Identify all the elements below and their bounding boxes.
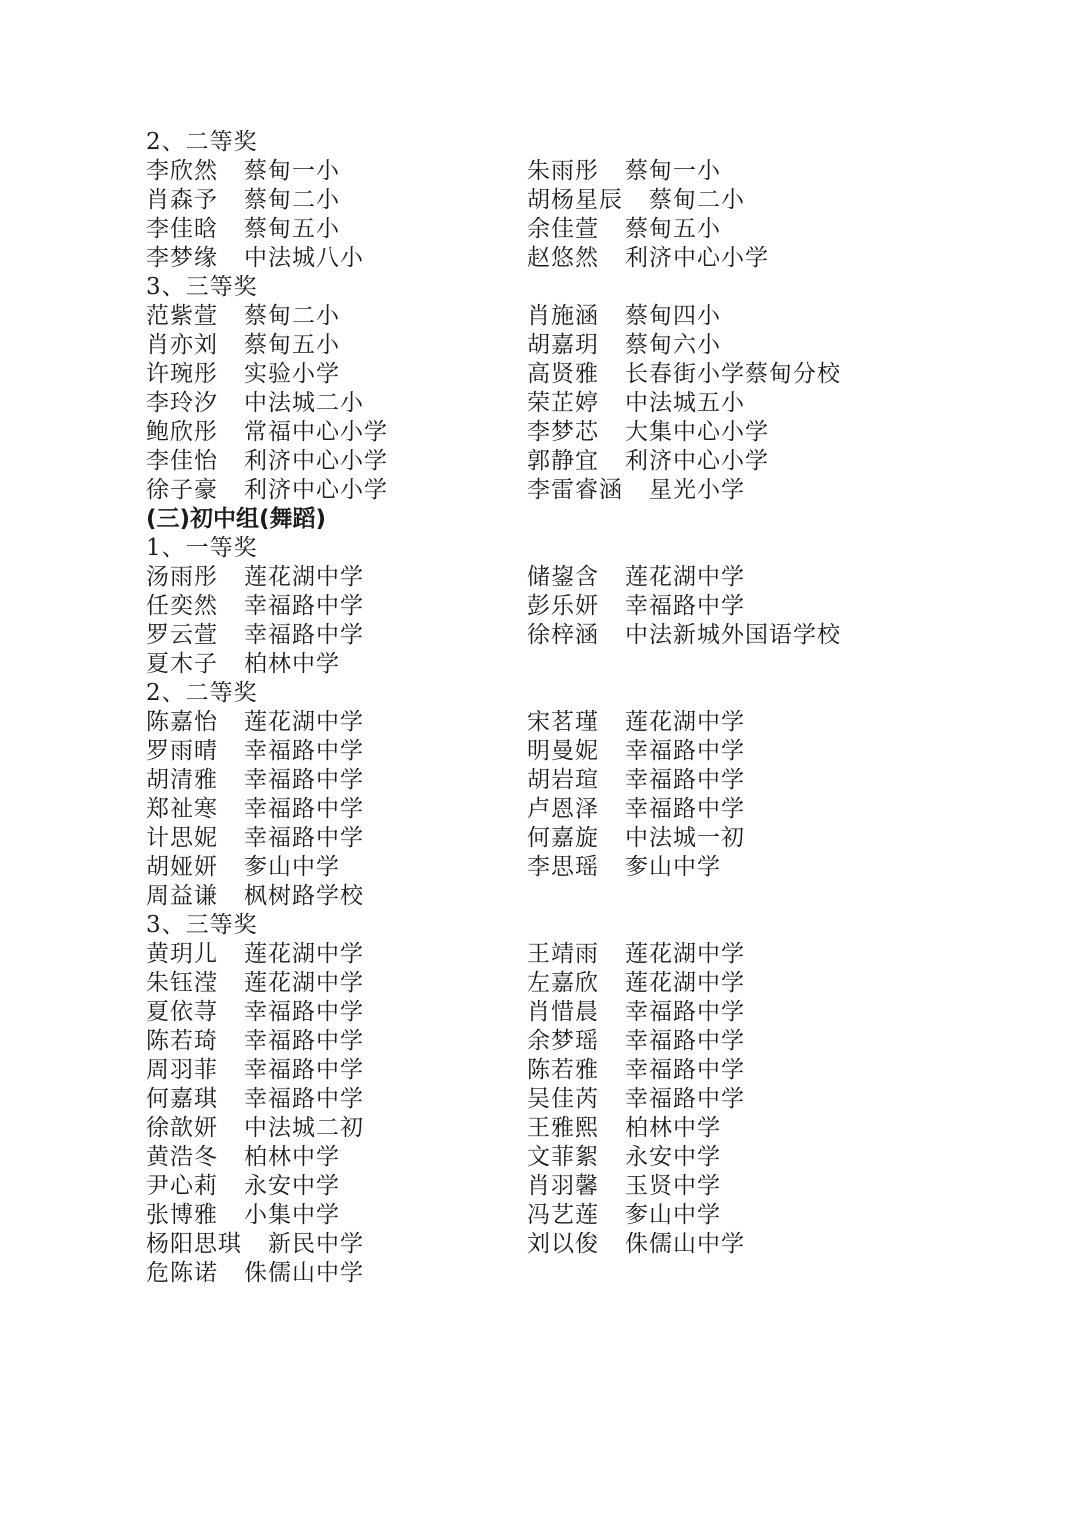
student-name: 荣芷婷 bbox=[527, 390, 599, 416]
student-name: 张博雅 bbox=[146, 1202, 218, 1228]
award-entry bbox=[527, 389, 745, 418]
school-name: 永安中学 bbox=[625, 1144, 721, 1170]
student-name: 胡岩瑄 bbox=[527, 767, 599, 793]
school-name: 永安中学 bbox=[244, 1173, 340, 1199]
school-name: 柏林中学 bbox=[244, 651, 340, 677]
student-name: 肖森予 bbox=[146, 187, 218, 213]
student-name: 肖惜晨 bbox=[527, 999, 599, 1025]
award-row bbox=[146, 1230, 1006, 1259]
award-entry bbox=[527, 302, 721, 331]
award-row bbox=[146, 795, 1006, 824]
school-name: 奓山中学 bbox=[625, 854, 721, 880]
student-name: 何嘉旋 bbox=[527, 825, 599, 851]
student-name: 黄浩冬 bbox=[146, 1144, 218, 1170]
award-row bbox=[146, 1056, 1006, 1085]
award-row bbox=[146, 824, 1006, 853]
award-list-document bbox=[146, 128, 1006, 1288]
student-name: 左嘉欣 bbox=[527, 970, 599, 996]
school-name: 蔡甸一小 bbox=[625, 158, 721, 184]
school-name: 侏儒山中学 bbox=[244, 1260, 364, 1286]
award-entry bbox=[527, 244, 769, 273]
award-row bbox=[146, 186, 1006, 215]
award-entry bbox=[146, 621, 364, 650]
award-entry bbox=[527, 1114, 721, 1143]
school-name: 莲花湖中学 bbox=[625, 709, 745, 735]
award-entry bbox=[527, 621, 841, 650]
school-name: 莲花湖中学 bbox=[244, 941, 364, 967]
award-entry bbox=[146, 447, 388, 476]
school-name: 新民中学 bbox=[268, 1231, 364, 1257]
student-name: 李欣然 bbox=[146, 158, 218, 184]
student-name: 李梦缘 bbox=[146, 245, 218, 271]
award-entry bbox=[527, 563, 745, 592]
student-name: 陈若琦 bbox=[146, 1028, 218, 1054]
student-name: 陈若雅 bbox=[527, 1057, 599, 1083]
school-name: 奓山中学 bbox=[244, 854, 340, 880]
award-entry bbox=[146, 882, 364, 911]
award-entry bbox=[146, 795, 364, 824]
school-name: 幸福路中学 bbox=[625, 738, 745, 764]
award-entry bbox=[146, 1085, 364, 1114]
student-name: 黄玥儿 bbox=[146, 941, 218, 967]
school-name: 中法城一初 bbox=[625, 825, 745, 851]
student-name: 郭静宜 bbox=[527, 448, 599, 474]
student-name: 明曼妮 bbox=[527, 738, 599, 764]
award-entry bbox=[527, 186, 745, 215]
school-name: 幸福路中学 bbox=[244, 1086, 364, 1112]
school-name: 中法城二初 bbox=[244, 1115, 364, 1141]
school-name: 小集中学 bbox=[244, 1202, 340, 1228]
award-entry bbox=[146, 766, 364, 795]
award-entry bbox=[146, 1230, 364, 1259]
student-name: 周羽菲 bbox=[146, 1057, 218, 1083]
student-name: 肖施涵 bbox=[527, 303, 599, 329]
school-name: 莲花湖中学 bbox=[625, 941, 745, 967]
student-name: 计思妮 bbox=[146, 825, 218, 851]
award-level-heading: 2、二等奖 bbox=[146, 129, 258, 155]
school-name: 蔡甸四小 bbox=[625, 303, 721, 329]
school-name: 莲花湖中学 bbox=[244, 709, 364, 735]
school-name: 莲花湖中学 bbox=[625, 970, 745, 996]
school-name: 中法新城外国语学校 bbox=[625, 622, 841, 648]
student-name: 李思瑶 bbox=[527, 854, 599, 880]
award-entry bbox=[146, 302, 340, 331]
school-name: 柏林中学 bbox=[625, 1115, 721, 1141]
award-entry bbox=[146, 592, 364, 621]
student-name: 许琬彤 bbox=[146, 361, 218, 387]
award-entry bbox=[527, 418, 769, 447]
student-name: 肖亦刘 bbox=[146, 332, 218, 358]
student-name: 罗云萱 bbox=[146, 622, 218, 648]
student-name: 夏依荨 bbox=[146, 999, 218, 1025]
award-entry bbox=[527, 853, 721, 882]
school-name: 幸福路中学 bbox=[244, 999, 364, 1025]
school-name: 幸福路中学 bbox=[244, 622, 364, 648]
award-entry bbox=[146, 215, 340, 244]
award-entry bbox=[527, 766, 745, 795]
award-row bbox=[146, 940, 1006, 969]
student-name: 李梦芯 bbox=[527, 419, 599, 445]
school-name: 幸福路中学 bbox=[625, 1057, 745, 1083]
award-entry bbox=[146, 1114, 364, 1143]
student-name: 余佳萱 bbox=[527, 216, 599, 242]
student-name: 徐歆妍 bbox=[146, 1115, 218, 1141]
school-name: 幸福路中学 bbox=[625, 999, 745, 1025]
award-row bbox=[146, 1172, 1006, 1201]
award-entry bbox=[146, 563, 364, 592]
award-row bbox=[146, 418, 1006, 447]
award-row bbox=[146, 766, 1006, 795]
school-name: 莲花湖中学 bbox=[244, 564, 364, 590]
award-entry bbox=[527, 215, 721, 244]
school-name: 蔡甸二小 bbox=[244, 187, 340, 213]
student-name: 高贤雅 bbox=[527, 361, 599, 387]
award-entry bbox=[527, 157, 721, 186]
student-name: 胡嘉玥 bbox=[527, 332, 599, 358]
award-row bbox=[146, 1143, 1006, 1172]
student-name: 尹心莉 bbox=[146, 1173, 218, 1199]
student-name: 彭乐妍 bbox=[527, 593, 599, 619]
award-entry bbox=[146, 650, 340, 679]
award-entry bbox=[146, 1056, 364, 1085]
student-name: 李雷睿涵 bbox=[527, 477, 623, 503]
award-row bbox=[146, 882, 1006, 911]
school-name: 利济中心小学 bbox=[625, 245, 769, 271]
school-name: 蔡甸六小 bbox=[625, 332, 721, 358]
award-entry bbox=[527, 1201, 721, 1230]
award-entry bbox=[527, 592, 745, 621]
award-row bbox=[146, 1114, 1006, 1143]
award-entry bbox=[527, 476, 745, 505]
school-name: 幸福路中学 bbox=[625, 1028, 745, 1054]
award-row bbox=[146, 853, 1006, 882]
student-name: 陈嘉怡 bbox=[146, 709, 218, 735]
award-row bbox=[146, 998, 1006, 1027]
school-name: 幸福路中学 bbox=[625, 593, 745, 619]
award-row bbox=[146, 331, 1006, 360]
award-row bbox=[146, 1027, 1006, 1056]
student-name: 宋茗瑾 bbox=[527, 709, 599, 735]
school-name: 幸福路中学 bbox=[244, 767, 364, 793]
school-name: 利济中心小学 bbox=[625, 448, 769, 474]
award-entry bbox=[527, 998, 745, 1027]
award-entry bbox=[527, 795, 745, 824]
student-name: 吴佳芮 bbox=[527, 1086, 599, 1112]
student-name: 王雅熙 bbox=[527, 1115, 599, 1141]
student-name: 王靖雨 bbox=[527, 941, 599, 967]
school-name: 幸福路中学 bbox=[244, 1057, 364, 1083]
award-row bbox=[146, 1201, 1006, 1230]
award-level-heading: 3、三等奖 bbox=[146, 912, 258, 938]
award-row bbox=[146, 215, 1006, 244]
award-row bbox=[146, 476, 1006, 505]
award-row bbox=[146, 302, 1006, 331]
award-entry bbox=[527, 1056, 745, 1085]
award-row bbox=[146, 650, 1006, 679]
award-entry bbox=[146, 737, 364, 766]
student-name: 何嘉琪 bbox=[146, 1086, 218, 1112]
award-entry bbox=[527, 940, 745, 969]
student-name: 郑祉寒 bbox=[146, 796, 218, 822]
award-row bbox=[146, 157, 1006, 186]
school-name: 蔡甸五小 bbox=[244, 332, 340, 358]
school-name: 幸福路中学 bbox=[244, 738, 364, 764]
student-name: 肖羽馨 bbox=[527, 1173, 599, 1199]
school-name: 幸福路中学 bbox=[625, 1086, 745, 1112]
award-entry bbox=[527, 1230, 745, 1259]
student-name: 余梦瑶 bbox=[527, 1028, 599, 1054]
award-row bbox=[146, 563, 1006, 592]
award-level-heading: 2、二等奖 bbox=[146, 680, 258, 706]
school-name: 蔡甸一小 bbox=[244, 158, 340, 184]
award-entry bbox=[527, 447, 769, 476]
school-name: 蔡甸五小 bbox=[625, 216, 721, 242]
student-name: 杨阳思琪 bbox=[146, 1231, 242, 1257]
school-name: 柏林中学 bbox=[244, 1144, 340, 1170]
school-name: 蔡甸二小 bbox=[649, 187, 745, 213]
school-name: 莲花湖中学 bbox=[244, 970, 364, 996]
award-entry bbox=[527, 737, 745, 766]
school-name: 幸福路中学 bbox=[625, 767, 745, 793]
award-entry bbox=[527, 708, 745, 737]
award-entry bbox=[146, 708, 364, 737]
school-name: 中法城二小 bbox=[244, 390, 364, 416]
award-entry bbox=[527, 1143, 721, 1172]
student-name: 李玲汐 bbox=[146, 390, 218, 416]
group-heading: (三)初中组(舞蹈) bbox=[146, 506, 327, 532]
award-row bbox=[146, 737, 1006, 766]
school-name: 玉贤中学 bbox=[625, 1173, 721, 1199]
student-name: 卢恩泽 bbox=[527, 796, 599, 822]
award-entry bbox=[146, 853, 340, 882]
school-name: 常福中心小学 bbox=[244, 419, 388, 445]
award-row bbox=[146, 1085, 1006, 1114]
school-name: 大集中心小学 bbox=[625, 419, 769, 445]
school-name: 幸福路中学 bbox=[625, 796, 745, 822]
school-name: 幸福路中学 bbox=[244, 796, 364, 822]
school-name: 幸福路中学 bbox=[244, 593, 364, 619]
award-row bbox=[146, 708, 1006, 737]
award-entry bbox=[527, 1172, 721, 1201]
award-row bbox=[146, 360, 1006, 389]
school-name: 侏儒山中学 bbox=[625, 1231, 745, 1257]
award-entry bbox=[146, 418, 388, 447]
award-entry bbox=[527, 1085, 745, 1114]
student-name: 徐子豪 bbox=[146, 477, 218, 503]
school-name: 中法城五小 bbox=[625, 390, 745, 416]
school-name: 蔡甸二小 bbox=[244, 303, 340, 329]
award-entry bbox=[146, 157, 340, 186]
student-name: 徐梓涵 bbox=[527, 622, 599, 648]
award-entry bbox=[146, 940, 364, 969]
award-entry bbox=[146, 389, 364, 418]
award-row bbox=[146, 1259, 1006, 1288]
student-name: 周益谦 bbox=[146, 883, 218, 909]
student-name: 鲍欣彤 bbox=[146, 419, 218, 445]
award-entry bbox=[146, 1143, 340, 1172]
student-name: 李佳怡 bbox=[146, 448, 218, 474]
award-level-heading: 3、三等奖 bbox=[146, 274, 258, 300]
school-name: 奓山中学 bbox=[625, 1202, 721, 1228]
school-name: 星光小学 bbox=[649, 477, 745, 503]
school-name: 枫树路学校 bbox=[244, 883, 364, 909]
award-row bbox=[146, 389, 1006, 418]
award-entry bbox=[146, 186, 340, 215]
award-row bbox=[146, 592, 1006, 621]
student-name: 朱雨彤 bbox=[527, 158, 599, 184]
award-entry bbox=[146, 331, 340, 360]
award-entry bbox=[527, 1027, 745, 1056]
award-entry bbox=[527, 360, 841, 389]
award-entry bbox=[527, 824, 745, 853]
award-entry bbox=[146, 360, 340, 389]
student-name: 李佳晗 bbox=[146, 216, 218, 242]
student-name: 胡娅妍 bbox=[146, 854, 218, 880]
school-name: 实验小学 bbox=[244, 361, 340, 387]
student-name: 朱钰滢 bbox=[146, 970, 218, 996]
award-entry bbox=[146, 969, 364, 998]
school-name: 莲花湖中学 bbox=[625, 564, 745, 590]
award-entry bbox=[146, 244, 364, 273]
award-entry bbox=[527, 331, 721, 360]
student-name: 任奕然 bbox=[146, 593, 218, 619]
school-name: 蔡甸五小 bbox=[244, 216, 340, 242]
school-name: 幸福路中学 bbox=[244, 1028, 364, 1054]
award-row bbox=[146, 447, 1006, 476]
award-row bbox=[146, 244, 1006, 273]
student-name: 赵悠然 bbox=[527, 245, 599, 271]
student-name: 胡清雅 bbox=[146, 767, 218, 793]
award-entry bbox=[527, 969, 745, 998]
award-entry bbox=[146, 476, 388, 505]
student-name: 汤雨彤 bbox=[146, 564, 218, 590]
school-name: 中法城八小 bbox=[244, 245, 364, 271]
student-name: 范紫萱 bbox=[146, 303, 218, 329]
school-name: 利济中心小学 bbox=[244, 448, 388, 474]
school-name: 利济中心小学 bbox=[244, 477, 388, 503]
student-name: 夏木子 bbox=[146, 651, 218, 677]
award-entry bbox=[146, 998, 364, 1027]
award-row bbox=[146, 969, 1006, 998]
award-entry bbox=[146, 1201, 340, 1230]
award-row bbox=[146, 621, 1006, 650]
student-name: 冯艺莲 bbox=[527, 1202, 599, 1228]
student-name: 刘以俊 bbox=[527, 1231, 599, 1257]
award-entry bbox=[146, 1172, 340, 1201]
award-level-heading: 1、一等奖 bbox=[146, 535, 258, 561]
award-entry bbox=[146, 824, 364, 853]
student-name: 储鋆含 bbox=[527, 564, 599, 590]
student-name: 文菲絮 bbox=[527, 1144, 599, 1170]
school-name: 幸福路中学 bbox=[244, 825, 364, 851]
school-name: 长春街小学蔡甸分校 bbox=[625, 361, 841, 387]
award-entry bbox=[146, 1027, 364, 1056]
award-entry bbox=[146, 1259, 364, 1288]
student-name: 危陈诺 bbox=[146, 1260, 218, 1286]
student-name: 罗雨晴 bbox=[146, 738, 218, 764]
student-name: 胡杨星辰 bbox=[527, 187, 623, 213]
